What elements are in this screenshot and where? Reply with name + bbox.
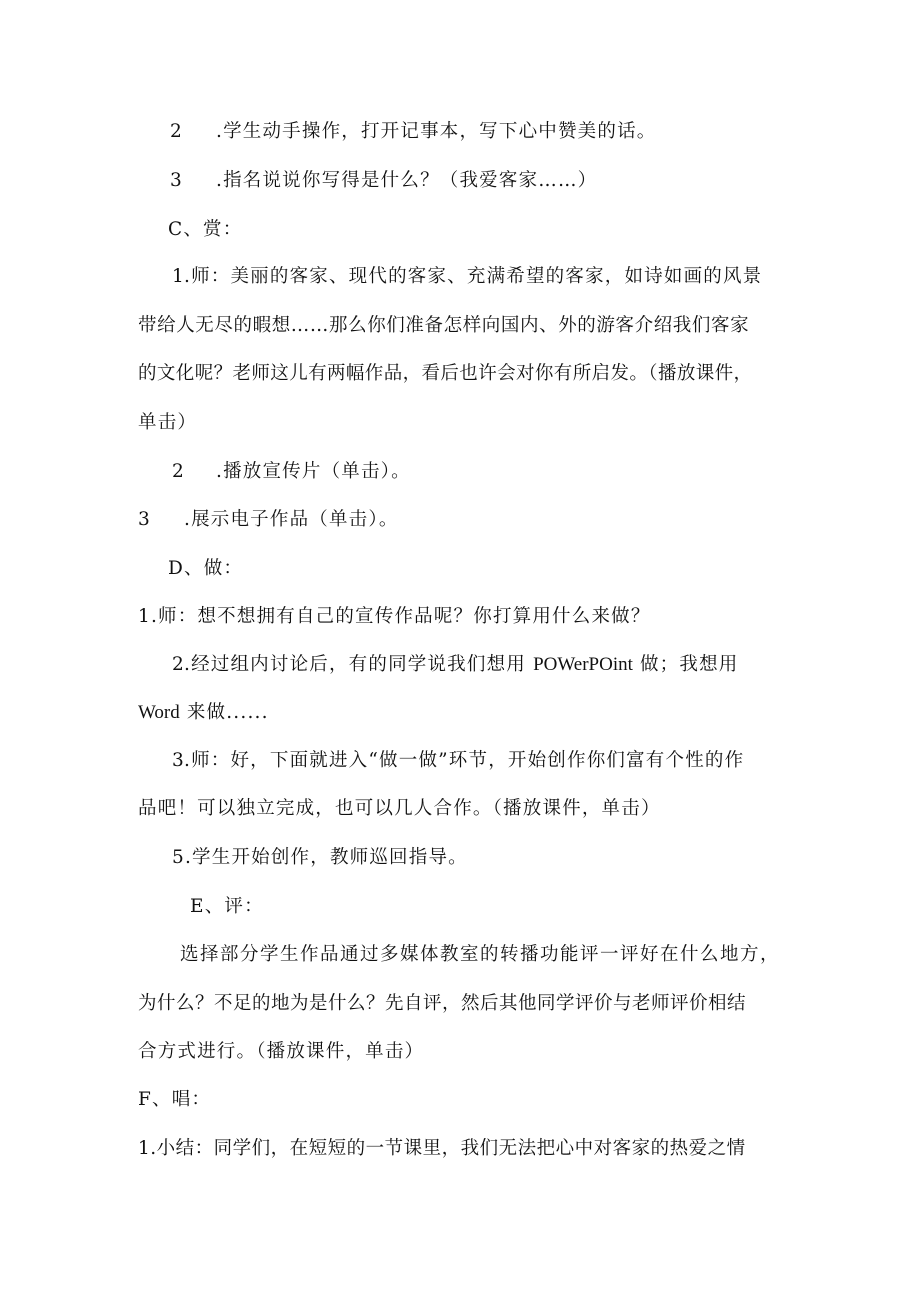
step-number: 3 bbox=[138, 509, 151, 530]
line-text: .指名说说你写得是什么？（我爱客家……） bbox=[216, 170, 598, 191]
step-2-line bbox=[170, 120, 656, 144]
line-text: .师：美丽的客家、现代的客家、充满希望的客家，如诗如画的风景 bbox=[184, 266, 763, 287]
step-number: 3 bbox=[172, 750, 185, 771]
step-d5-line: 5.学生开始创作，教师巡回指导。 bbox=[172, 847, 468, 868]
step-c2-line bbox=[172, 460, 411, 484]
step-d2-line-2 bbox=[138, 701, 269, 725]
paragraph-e-line-3: 合方式进行。（播放课件，单击） bbox=[138, 1041, 425, 1062]
step-number: 2 bbox=[172, 654, 185, 675]
step-d3-line-2: 品吧！可以独立完成，也可以几人合作。（播放课件，单击） bbox=[138, 798, 661, 819]
step-c3-line bbox=[138, 508, 399, 532]
step-d3-line-1 bbox=[172, 749, 744, 773]
step-3-line bbox=[170, 169, 597, 193]
step-d2-line-1 bbox=[172, 653, 738, 677]
line-text: .经过组内讨论后，有的同学说我们想用 bbox=[184, 654, 534, 675]
section-d-heading: D、做： bbox=[168, 558, 244, 579]
line-text: .师：好，下面就进入“做一做”环节，开始创作你们富有个性的作 bbox=[184, 750, 745, 771]
section-f-heading: F、唱： bbox=[138, 1089, 212, 1110]
line-text: 来做...... bbox=[179, 702, 269, 723]
paragraph-c1-line-1 bbox=[172, 265, 762, 289]
step-number: 3 bbox=[170, 170, 183, 191]
step-number: 1 bbox=[172, 266, 185, 287]
paragraph-c1-line-2: 带给人无尽的暇想……那么你们准备怎样向国内、外的游客介绍我们客家 bbox=[138, 315, 750, 336]
paragraph-c1-line-4: 单击） bbox=[138, 412, 198, 433]
paragraph-e-line-1: 选择部分学生作品通过多媒体教室的转播功能评一评好在什么地方， bbox=[180, 944, 781, 965]
section-e-heading: E、评： bbox=[190, 896, 264, 917]
line-text: .播放宣传片（单击）。 bbox=[216, 461, 411, 482]
paragraph-e-line-2: 为什么？不足的地为是什么？先自评，然后其他同学评价与老师评价相结 bbox=[138, 993, 747, 1014]
step-number: 2 bbox=[172, 461, 185, 482]
step-d1-line: 1.师：想不想拥有自己的宣传作品呢？你打算用什么来做？ bbox=[138, 606, 651, 627]
section-c-heading: C、赏： bbox=[168, 219, 243, 240]
step-number: 2 bbox=[170, 121, 183, 142]
line-text: 做；我想用 bbox=[632, 654, 739, 675]
line-text: .学生动手操作，打开记事本，写下心中赞美的话。 bbox=[216, 121, 657, 142]
software-name: Word bbox=[138, 702, 180, 723]
paragraph-c1-line-3: 的文化呢？老师这儿有两幅作品，看后也许会对你有所启发。（播放课件， bbox=[138, 363, 753, 384]
step-f1-line: 1.小结：同学们，在短短的一节课里，我们无法把心中对客家的热爱之情 bbox=[138, 1138, 746, 1159]
line-text: .展示电子作品（单击）。 bbox=[184, 509, 399, 530]
software-name: POWerPOint bbox=[533, 654, 633, 675]
